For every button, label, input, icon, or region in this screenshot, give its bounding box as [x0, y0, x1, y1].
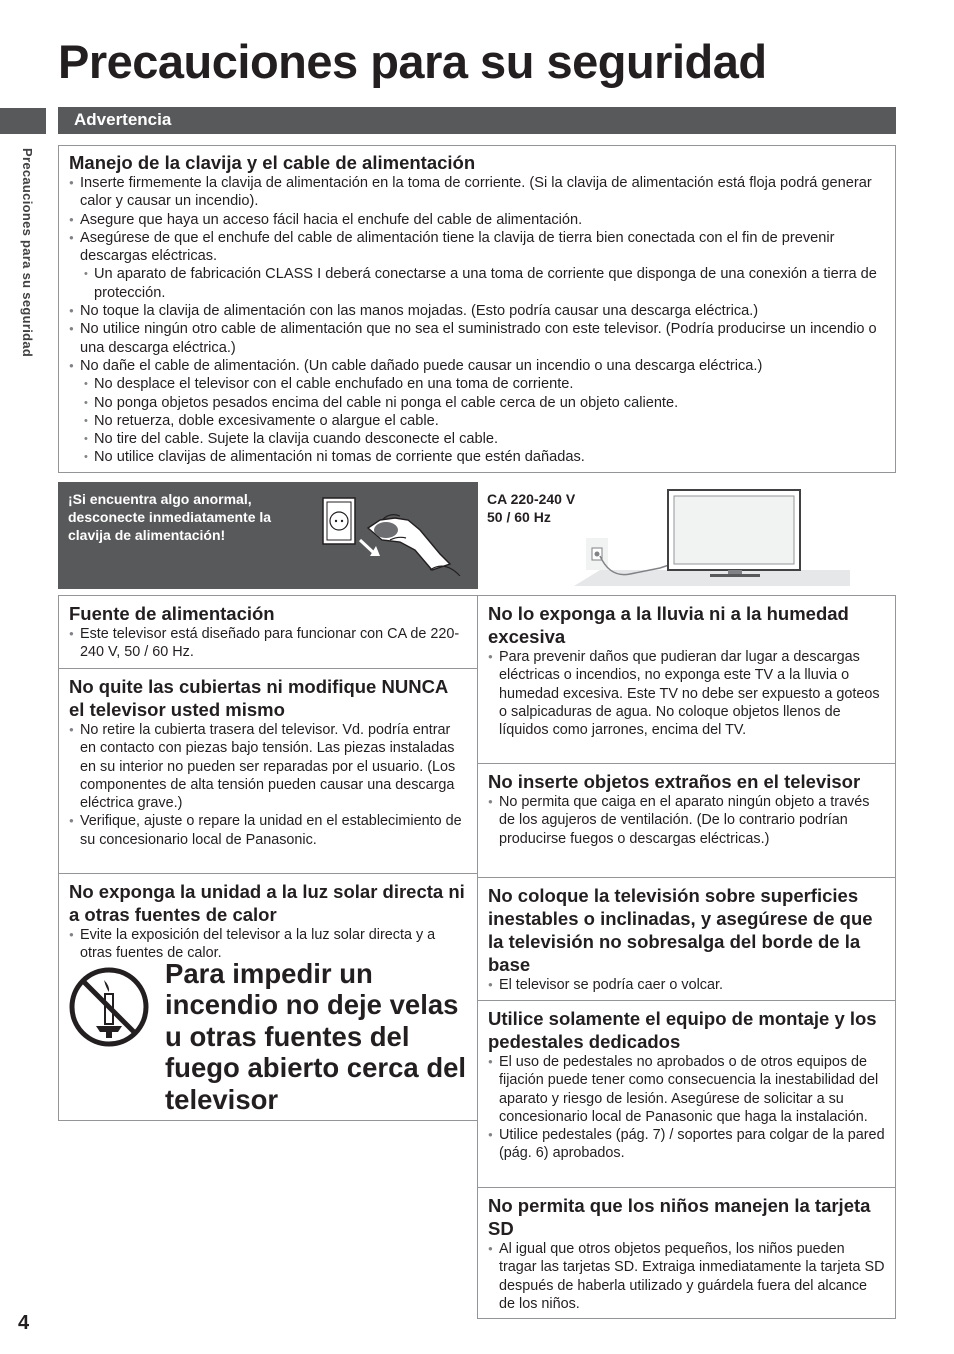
sub-bullet-item: • No desplace el televisor con el cable enchufado en una toma de corriente.: [84, 375, 886, 393]
bullet-item: ● Verifique, ajuste o repare la unidad en el establecimiento de su concesionario local de Panasonic.: [69, 812, 468, 849]
tv-plugged-illustration: [570, 488, 852, 588]
bullet-item: ● Utilice pedestales (pág. 7) / soportes para colgar de la pared (pág. 6) aprobados.: [488, 1126, 886, 1163]
bullet-item: ● No permita que caiga en el aparato ningún objeto a través de los agujeros de ventilación. (De lo contrario podrían producirse fuegos o descargas eléctricas.): [488, 793, 886, 848]
no-covers-section: [59, 669, 477, 874]
mounting-section: [478, 1001, 895, 1188]
section-heading: No quite las cubiertas ni modifique NUNCA el televisor usted mismo: [69, 676, 448, 720]
right-column-box: [477, 595, 896, 1319]
sub-bullet-item: • No tire del cable. Sujete la clavija cuando desconecte el cable.: [84, 430, 886, 448]
bullet-item: ● No retire la cubierta trasera del televisor. Vd. podría entrar en contacto con piezas bajo tensión. Las piezas instaladas en su interior no pueden ser reparadas por el usuario. (Los componentes de alta tensión pueden causar una descarga eléctrica grave.): [69, 721, 468, 812]
section-heading: No coloque la televisión sobre superficies inestables o inclinadas, y asegúrese de que la televisión no sobresalga del borde de la base: [488, 885, 873, 975]
section-heading: No exponga la unidad a la luz solar directa ni a otras fuentes de calor: [69, 881, 465, 925]
power-spec-label: CA 220-240 V 50 / 60 Hz: [487, 491, 576, 525]
sd-card-section: [478, 1188, 895, 1318]
foreign-objects-section: [478, 764, 895, 878]
bullet-item: ● Evite la exposición del televisor a la luz solar directa y a otras fuentes de calor.: [69, 926, 468, 963]
section-heading: Manejo de la clavija y el cable de alimentación: [69, 152, 476, 173]
bullet-item: ● Para prevenir daños que pudieran dar lugar a descargas eléctricas o incendios, no exponga este TV a la lluvia o humedad excesiva. Este TV no debe ser expuesto a goteos o salpicaduras de agua. No coloque objetos llenos de líquidos como jarrones, encima del TV.: [488, 648, 886, 739]
section-heading: Utilice solamente el equipo de montaje y los pedestales dedicados: [488, 1008, 877, 1052]
no-candle-icon: [68, 966, 150, 1048]
abnormal-notice-panel: [58, 482, 478, 589]
rain-humidity-section: [478, 596, 895, 764]
bullet-item: ● El televisor se podría caer o volcar.: [488, 976, 886, 994]
bullet-item: ● No utilice ningún otro cable de alimentación que no sea el suministrado con este televisor. (Podría producirse un incendio o una descarga eléctrica.): [69, 320, 886, 357]
side-section-label: Precauciones para su seguridad: [20, 148, 35, 358]
bullet-item: ● No dañe el cable de alimentación. (Un cable dañado puede causar un incendio o una descarga eléctrica.): [69, 357, 886, 375]
bullet-list: [69, 174, 886, 467]
bullet-item: ● Asegúrese de que el enchufe del cable de alimentación tiene la clavija de tierra bien conectada con el fin de prevenir descargas eléctricas.: [69, 229, 886, 266]
bullet-item: ● Este televisor está diseñado para funcionar con CA de 220-240 V, 50 / 60 Hz.: [69, 625, 468, 662]
heat-sources-section: [59, 874, 477, 1120]
bullet-item: ● El uso de pedestales no aprobados o de otros equipos de fijación puede tener como consecuencia la inestabilidad del aparato y riesgo de lesión. Asegúrese de solicitar a su concesionario local de Panasonic que haga la instalación.: [488, 1053, 886, 1126]
bullet-item: ● Asegure que haya un acceso fácil hacia el enchufe del cable de alimentación.: [69, 211, 886, 229]
warning-header: Advertencia: [58, 107, 896, 134]
section-heading: No lo exponga a la lluvia ni a la humedad excesiva: [488, 603, 849, 647]
power-cord-section: [58, 145, 896, 473]
page-title: Precauciones para su seguridad: [58, 35, 767, 88]
sub-bullet-item: • No utilice clavijas de alimentación ni tomas de corriente que estén dañadas.: [84, 448, 886, 466]
sub-bullet-item: • Un aparato de fabricación CLASS I deberá conectarse a una toma de corriente que disponga de una conexión a tierra de protección.: [84, 265, 886, 302]
candle-warning: Para impedir un incendio no deje velas u otras fuentes del fuego abierto cerca del televisor: [165, 958, 467, 1115]
side-tab: [0, 108, 46, 134]
bullet-item: ● Al igual que otros objetos pequeños, los niños pueden tragar las tarjetas SD. Extraiga inmediatamente la tarjeta SD después de haberla utilizado y guárdela fuera del alcance de los niños.: [488, 1240, 886, 1313]
power-source-section: [59, 596, 477, 669]
sub-bullet-item: • No retuerza, doble excesivamente o alargue el cable.: [84, 412, 886, 430]
unplug-hand-illustration: [320, 490, 470, 576]
power-spec-panel: [478, 482, 896, 589]
sub-bullet-item: • No ponga objetos pesados encima del cable ni ponga el cable cerca de un objeto caliente.: [84, 394, 886, 412]
bullet-item: ● No toque la clavija de alimentación con las manos mojadas. (Esto podría causar una descarga eléctrica.): [69, 302, 886, 320]
left-column-box: [58, 595, 478, 1121]
section-heading: No inserte objetos extraños en el televisor: [488, 771, 861, 792]
section-heading: Fuente de alimentación: [69, 603, 275, 624]
unstable-surface-section: [478, 878, 895, 1001]
page-number: 4: [18, 1312, 30, 1334]
bullet-item: ● Inserte firmemente la clavija de alimentación en la toma de corriente. (Si la clavija de alimentación está floja podrá generar calor y causar un incendio).: [69, 174, 886, 211]
section-heading: No permita que los niños manejen la tarjeta SD: [488, 1195, 871, 1239]
abnormal-notice-text: ¡Si encuentra algo anormal, desconecte inmediatamente la clavija de alimentación!: [68, 491, 272, 543]
